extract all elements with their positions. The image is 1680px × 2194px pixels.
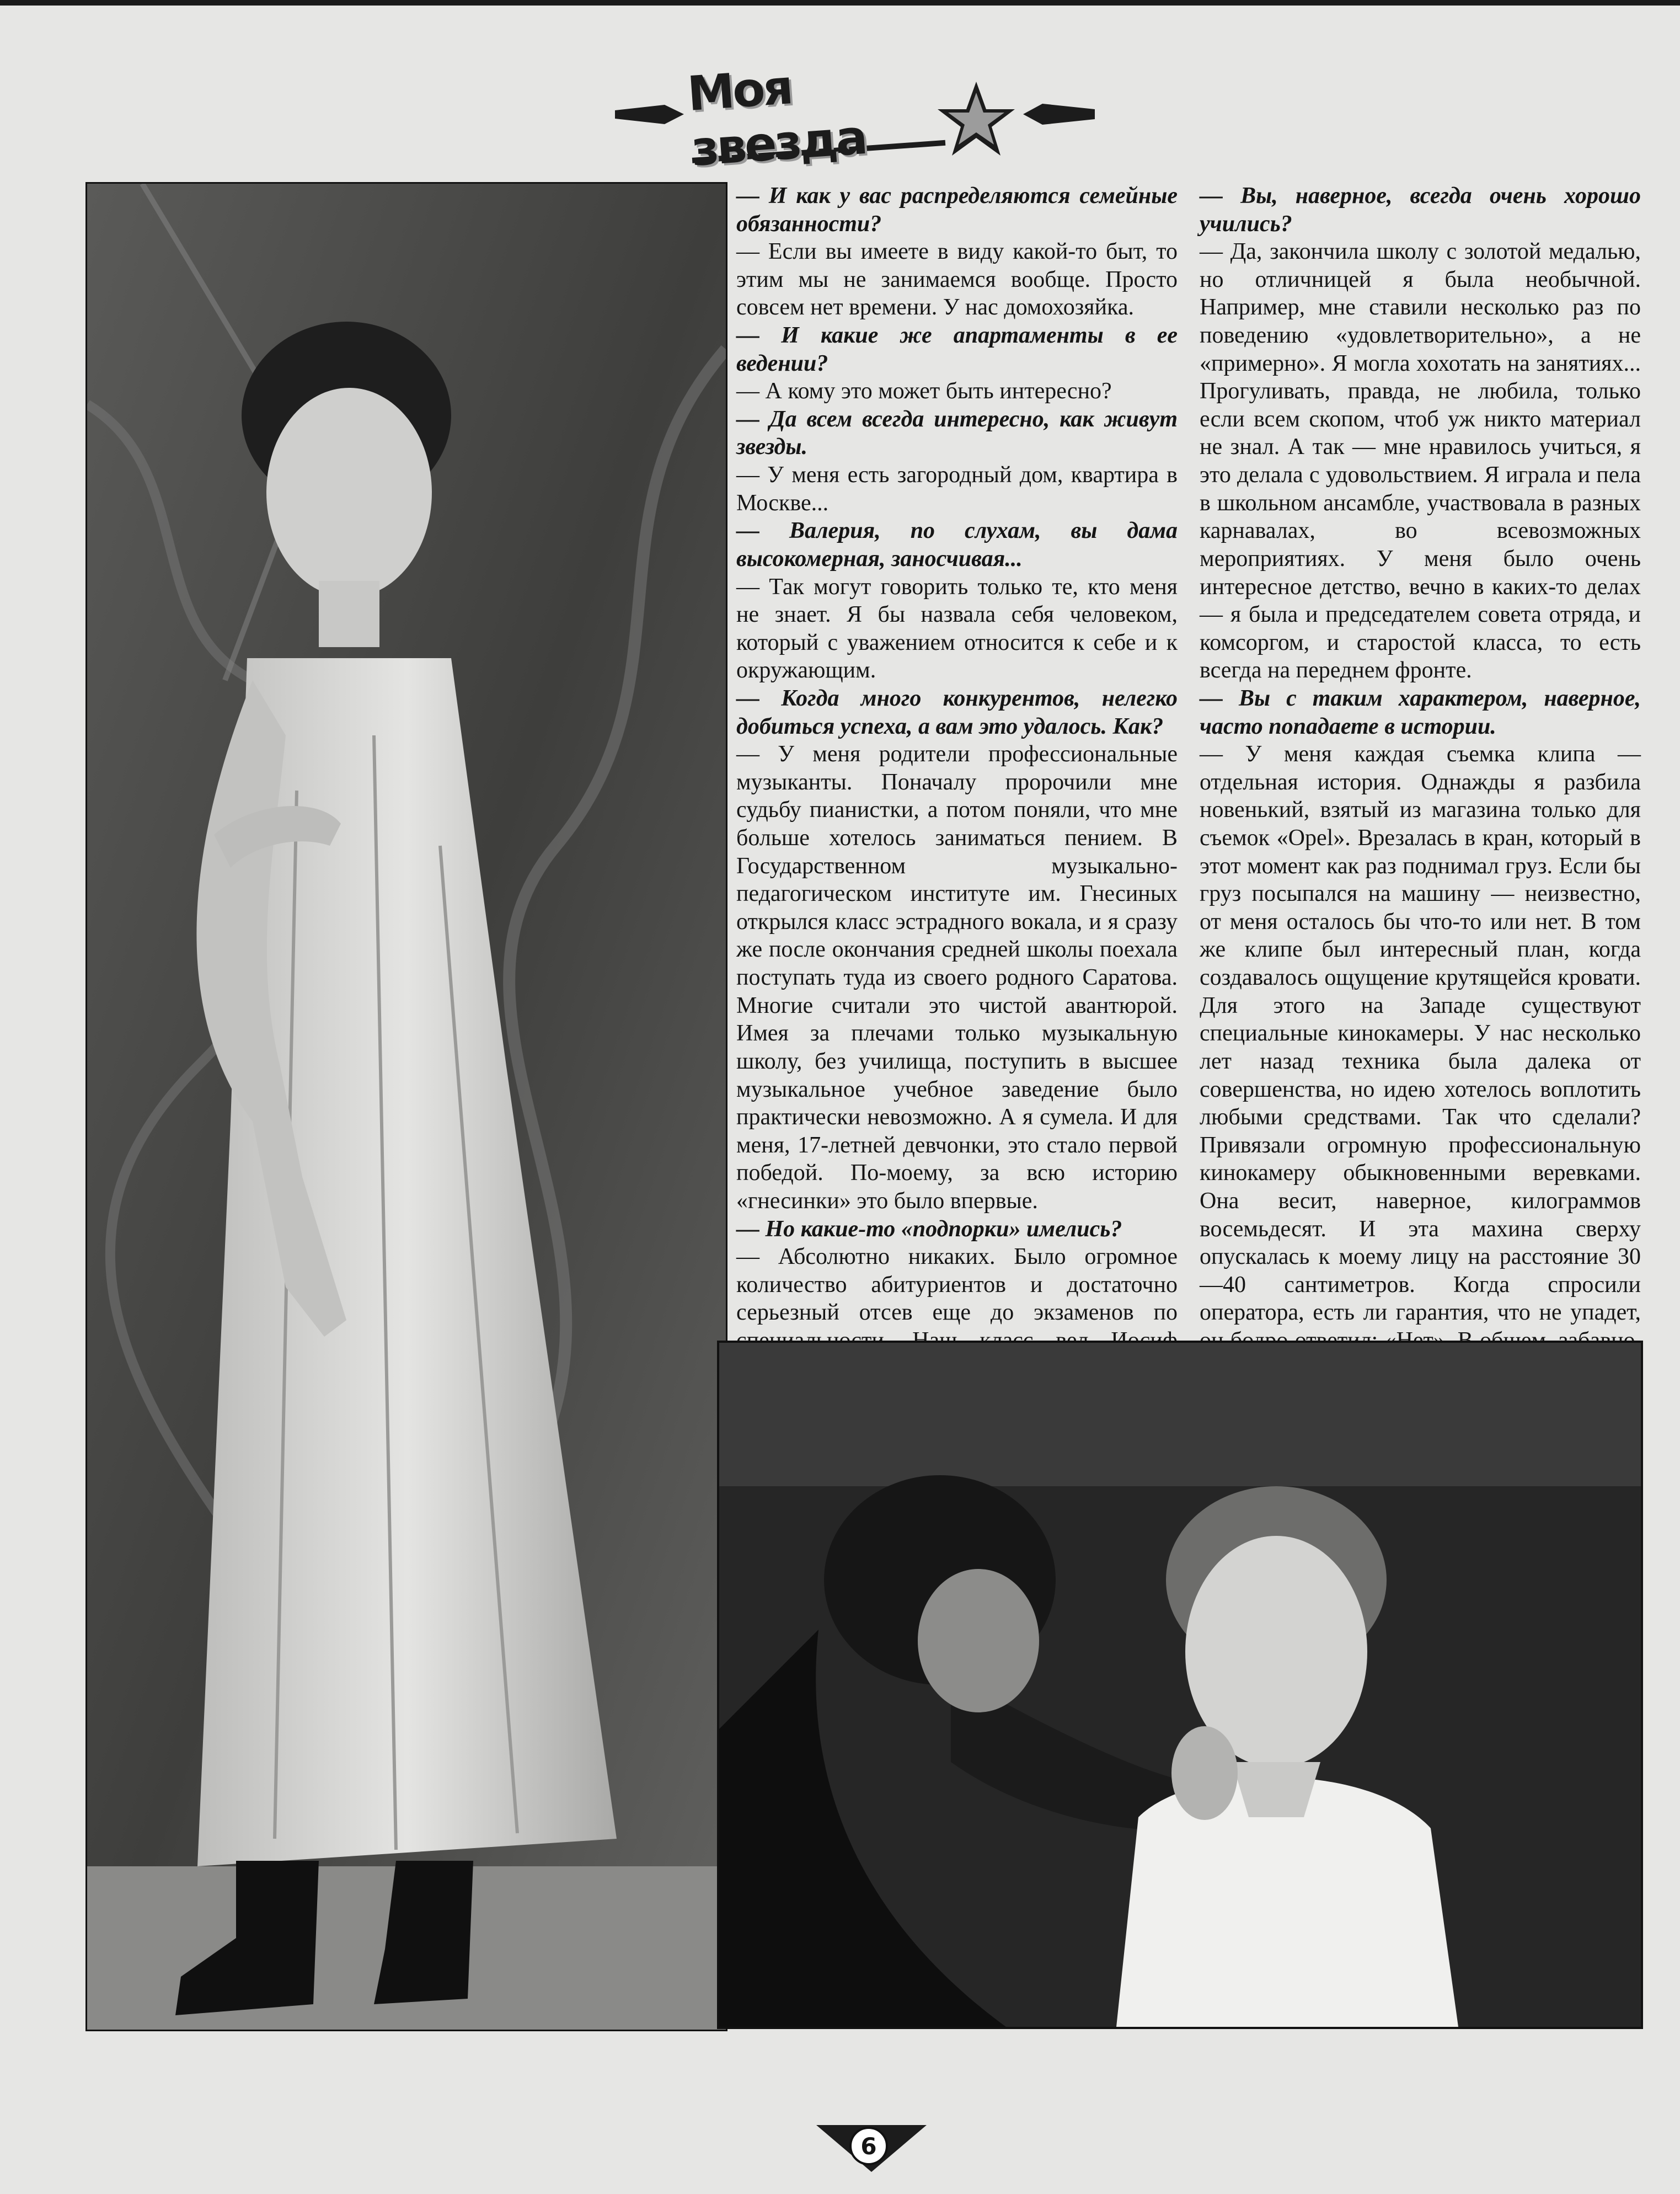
question-text: — Но какие-то «подпорки» имелись? (736, 1216, 1122, 1242)
answer-text: — Так могут говорить только те, кто меня не знает. Я бы назвала себя человеком, который с уважением относится к себе и к окружающим. (736, 574, 1178, 684)
question-text: — И как у вас распределяются семейные обязанности? (736, 183, 1178, 237)
question-text: — Вы с таким характером, наверное, часто попадаете в истории. (1200, 685, 1641, 739)
article-column-1 (736, 182, 1178, 1382)
top-rule (0, 0, 1680, 6)
question-text: — И какие же апартаменты в ее ведении? (736, 323, 1178, 376)
main-photo (85, 182, 727, 2031)
answer-text: — Если вы имеете в виду какой-то быт, то этим мы не занимаемся вообще. Просто совсем нет времени. У нас домохозяйка. (736, 239, 1178, 321)
question-text: — Да всем всегда интересно, как живут звезды. (736, 406, 1178, 460)
article-column-2 (1200, 182, 1641, 1382)
question-text: — Когда много конкурентов, нелегко добиться успеха, а вам это удалось. Как? (736, 685, 1178, 739)
question-text: — Валерия, по слухам, вы дама высокомерная, заносчивая... (736, 518, 1178, 572)
answer-text: — А кому это может быть интересно? (736, 378, 1112, 404)
page-number: 6 (849, 2127, 888, 2165)
section-header (615, 60, 1095, 177)
answer-text: — Абсолютно никаких. Было огромное количество абитуриентов и достаточно серьезный отсев еще до экзаменов по (736, 1244, 1178, 1326)
star-icon (935, 77, 1018, 160)
section-logo-text: Моя звезда (687, 68, 946, 163)
answer-text: — У меня есть загородный дом, квартира в Москве... (736, 462, 1178, 516)
answer-text: — У меня родители профессиональные музыканты. Поначалу пророчили мне судьбу пианистки, а потом поняли, что мне больше хотелось заниматься пением. В Государственном музыкально-педагогическом институте им. Гнесиных открылся класс эстрадного вокала, и я сразу же после окончания средней школы поехала поступать туда из своего родного Саратова. Многие считали это чистой авантюрой. Имея за плечами только музыкальную школу, без училища, поступить в высшее музыкальное учебное заведение было практически невозможно. А я сумела. И для меня, 17-летней девчонки, это стало первой победой. По-моему, за всю историю «гнесинки» это было впервые. (736, 741, 1178, 1214)
question-text: — Вы, наверное, всегда очень хорошо учились? (1200, 183, 1641, 237)
makeup-photo (717, 1341, 1643, 2029)
arrow-left-icon (615, 99, 684, 130)
answer-text: — Да, закончила школу с золотой медалью, но отличницей я была необычной. Например, мне ставили несколько раз по поведению «удовлетворительно», а не «примерно». Я могла хохотать на занятиях... Прогуливать, правда, не любила, только если всем скопом, чтоб уж никто материал не знал. А так — мне нравилось учиться, я это делала с удовольствием. Я играла и пела в школьном ансамбле, участвовала в разных карнавалах, во всевозможных мероприятиях. У меня было очень интересное детство, вечно в каких-то делах — я была и председателем совета отряда, и комсоргом, и старостой класса, то есть всегда на переднем фронте. (1200, 239, 1641, 684)
arrow-right-icon (1023, 98, 1095, 130)
answer-text: — У меня каждая съемка клипа — отдельная история. Однажды я разбила новенький, взятый из магазина только для съемок «Opel». Врезалась в кран, который в этот момент как раз поднимал груз. Если бы груз посыпался на машину — неизвестно, от меня осталось бы что-то или нет. В том же клипе был интересный план, когда создавалось ощущение крутящейся кровати. Для этого на Западе существуют специальные кинокамеры. У нас несколько лет назад техника была далека от совершенства, но идею хотелось воплотить любыми средствами. Так что сделали? Привязали огромную профессиональную кинокамеру обыкновенными веревками. Она весит, наверное, килограммов восемьдесят. И эта махина сверху опускалась к моему лицу на расстояние 30—40 сантиметров. Когда спросили оператора, есть ли гарантия, что не упадет, (1200, 741, 1641, 1326)
